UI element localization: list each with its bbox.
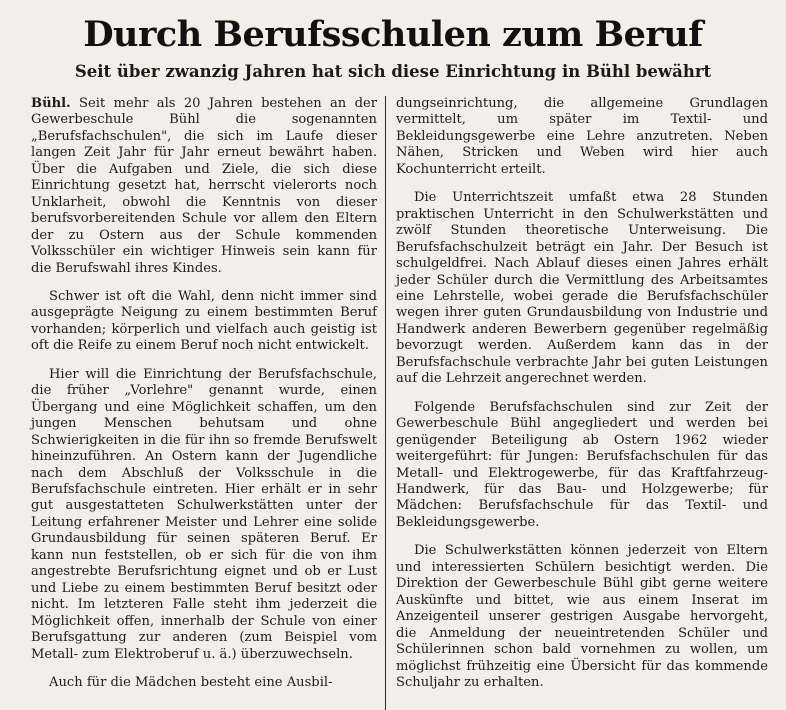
article-paragraph [31, 96, 377, 277]
article-paragraph: Folgende Berufsfachschulen sind zur Zeit der Gewerbeschule Bühl angegliedert und werden bei genügender Beteiligung ab Ostern 1962 wieder weitergeführt: für Jungen: Berufsfachschulen für das Metall- und Elektrogewerbe, für das Kraftfahrzeug-Handwerk, für das Bau- und Holzgewerbe; für Mädchen: Berufsfachschule für das Textil- und Bekleidungsgewerbe. [396, 399, 768, 530]
article-column-left [31, 96, 377, 703]
article-paragraph: Schwer ist oft die Wahl, denn nicht immer sind ausgeprägte Neigung zu einem bestimmten Beruf vorhanden; körperlich und vielfach auch geistig ist oft die Reife zu einem Beruf noch nicht entwickelt. [31, 288, 377, 354]
paragraph-text: Seit mehr als 20 Jahren bestehen an der Gewerbeschule Bühl die sogenannten „Berufsfachschulen", die sich im Laufe dieser langen Zeit Jahr für Jahr erneut bewährt haben. Über die Aufgaben und Ziele, die sich diese Einrichtung gesetzt hat, herrscht vielerorts noch Unklarheit, obwohl die Kenntnis von dieser berufsvorbereitenden Schule vor allem den Eltern der zu Ostern aus der Schule kommenden Volksschüler ein wichtiger Hinweis sein kann für die Berufswahl ihres Kindes. [31, 96, 377, 276]
article-headline: Durch Berufsschulen zum Beruf [83, 14, 703, 55]
article-paragraph: Die Schulwerkstätten können jederzeit von Eltern und interessierten Schülern besichtigt werden. Die Direktion der Gewerbeschule Bühl gibt gerne weitere Auskünfte und bittet, wie aus einem Inserat im Anzeigenteil unserer gestrigen Ausgabe hervorgeht, die Anmeldung der neueintretenden Schüler und Schülerinnen schon bald vornehmen zu wollen, um möglichst frühzeitig eine Übersicht für das kommende Schuljahr zu erhalten. [396, 543, 768, 690]
article-subheadline: Seit über zwanzig Jahren hat sich diese Einrichtung in Bühl bewährt [74, 62, 712, 81]
article-paragraph: Auch für die Mädchen besteht eine Ausbil- [49, 674, 333, 690]
column-divider [385, 96, 386, 710]
article-paragraph-continued: dungseinrichtung, die allgemeine Grundlagen vermittelt, um später im Textil- und Bekleidungsgewerbe eine Lehre anzutreten. Neben Nähen, Stricken und Weben wird hier auch Kochunterricht erteilt. [396, 96, 768, 177]
article-paragraph: Die Unterrichtszeit umfaßt etwa 28 Stunden praktischen Unterricht in den Schulwerkstätten und zwölf Stunden theoretische Unterweisung. Die Berufsfachschulzeit beträgt ein Jahr. Der Besuch ist schulgeldfrei. Nach Ablauf dieses einen Jahres erhält jeder Schüler durch die Vermittlung des Arbeitsamtes eine Lehrstelle, wobei gerade die Berufsfachschüler wegen ihrer guten Grundausbildung von Industrie und Handwerk anderen Bewerbern gegenüber regelmäßig bevorzugt werden. Außerdem kann das in der Berufsfachschule verbrachte Jahr bei guten Leistungen auf die Lehrzeit angerechnet werden. [396, 190, 768, 387]
article-paragraph: Hier will die Einrichtung der Berufsfachschule, die früher „Vorlehre" genannt wurde, einen Übergang und eine Möglichkeit schaffen, um den jungen Menschen behutsam und ohne Schwierigkeiten in die für ihn so fremde Berufswelt hineinzuführen. An Ostern kann der Jugendliche nach dem Abschluß der Volksschule in die Berufsfachschule eintreten. Hier erhält er in sehr gut ausgestatteten Schulwerkstätten unter der Leitung erfahrener Meister und Lehrer eine solide Grundausbildung für seinen späteren Beruf. Er kann nun feststellen, ob er sich für die von ihm angestrebte Berufsrichtung eignet und ob er Lust und Liebe zu einem bestimmten Beruf besitzt oder nicht. Im letzteren Falle steht ihm jederzeit die Möglichkeit offen, innerhalb der Schule von einer Berufsgattung zur anderen (zum Beispiel vom Metall- zum Elektroberuf u. ä.) überzuwechseln. [31, 366, 377, 662]
article-column-right [396, 96, 768, 703]
dateline: Bühl. [31, 96, 71, 111]
